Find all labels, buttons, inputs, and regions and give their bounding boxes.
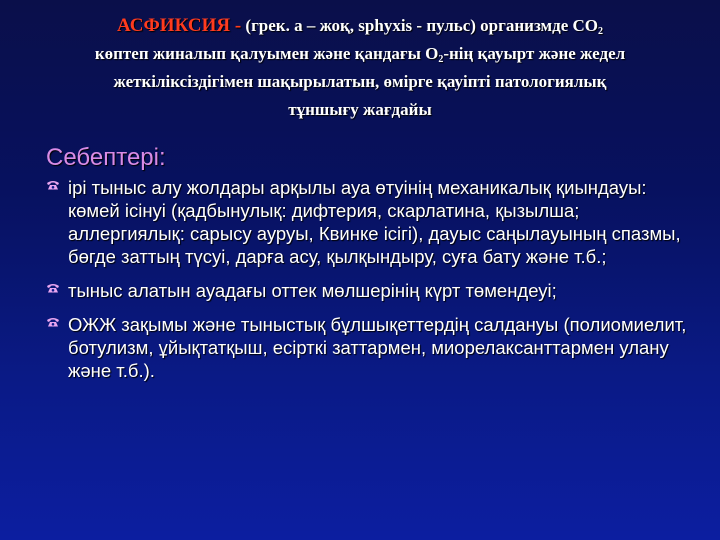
bullet-list — [46, 176, 696, 393]
bullet-item — [46, 279, 696, 302]
bullet-text: ОЖЖ зақымы және тыныстық бұлшықеттердің салдануы (полиомиелит, ботулизм, ұйықтатқыш, есірткі заттармен, миорелаксанттармен улану және т.б.). — [68, 314, 687, 381]
header-line-2 — [28, 40, 692, 68]
bullet-text: тыныс алатын ауадағы оттек мөлшерінің күрт төмендеуі; — [68, 280, 557, 301]
bullet-item — [46, 176, 696, 268]
header-line-2-end: -нің қауырт және жедел — [443, 44, 626, 63]
telephone-icon — [46, 283, 60, 293]
bullet-item — [46, 313, 696, 382]
header-line-4: тұншығу жағдайы — [288, 100, 432, 119]
bullet-text: ірі тыныс алу жолдары арқылы ауа өтуінің механикалық қиындауы: көмей ісінуі (қадбынулық: дифтерия, скарлатина, қызылша; аллергиялық: сарысу ауруы, Квинке ісігі), дауыс саңылауының спазмы, бөгде заттың түсуі, дарға асу, қылқындыру, суға бату және т.б.; — [68, 177, 681, 267]
term-title: АСФИКСИЯ - — [116, 15, 242, 36]
telephone-icon — [46, 180, 60, 190]
telephone-icon — [46, 317, 60, 327]
subscript-2: 2 — [438, 54, 444, 65]
header-line-1-text: (грек. а – жоқ, sphyxis - пульс) организмде СО — [241, 16, 599, 35]
header-line-3: жеткіліксіздігімен шақырылатын, өмірге қауіпті патологиялық — [113, 72, 607, 91]
slide-header — [28, 12, 692, 124]
header-line-1 — [28, 12, 692, 40]
subscript-2: 2 — [598, 26, 604, 37]
header-line-2-start: көптеп жиналып қалуымен және қандағы О — [94, 44, 439, 63]
section-title: Себептері: — [46, 144, 166, 171]
